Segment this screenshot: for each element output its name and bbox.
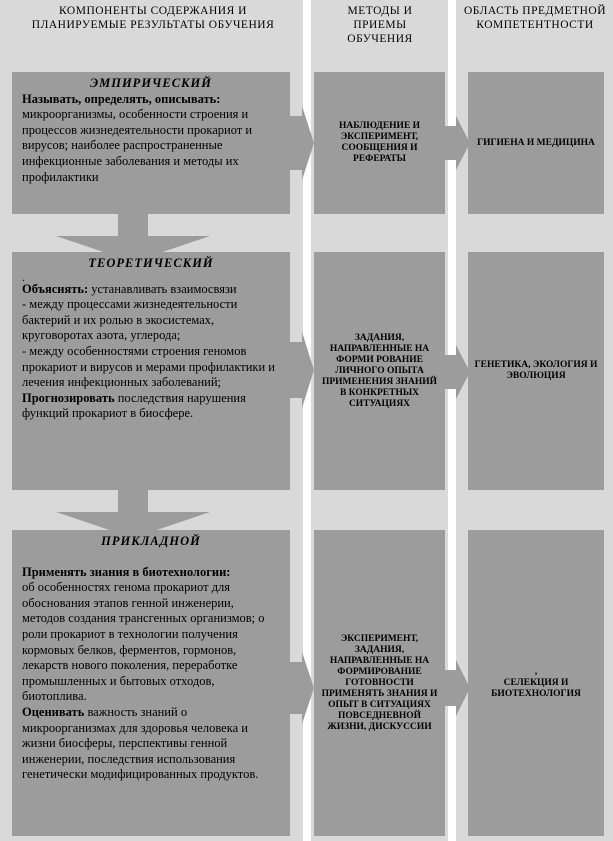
methods-box-3 [314, 530, 445, 836]
theoretical-text: - между процессами жизнедеятельности бактерий и их ролью в экосистемах, круговоротах азота, углерода; - между особенностями строения геномов прокариот и вирусов и мерами профилактики и лечения инфекционных заболеваний; [22, 297, 275, 390]
empirical-lead: Называть, определять, описывать: [22, 91, 221, 106]
applied-lead2: Оценивать [22, 704, 85, 719]
applied-lead: Применять знания в биотехнологии: [22, 564, 231, 579]
empirical-title: ЭМПИРИЧЕСКИЙ [89, 76, 212, 90]
applied-text2: важность знаний о микроорганизмах для здоровья человека и жизни биосферы, перспективы генной инженерии, последствия использования генетически модифицированных продуктов. [22, 704, 259, 782]
methods-text-3: ЭКСПЕРИМЕНТ, ЗАДАНИЯ, НАПРАВЛЕННЫЕ НА ФОРМИРОВАНИЕ ГОТОВНОСТИ ПРИМЕНЯТЬ ЗНАНИЯ И ОПЫТ В СИТУАЦИЯХ ПОВСЕДНЕВНОЙ ЖИЗНИ, ДИСКУССИИ [321, 633, 438, 732]
empirical-text: микроорганизмы, особенности строения и процессов жизнедеятельности прокариот и вирусов; наиболее распространенные инфекционные заболевания и методы их профилактики [22, 107, 253, 184]
theoretical-dot: . [22, 269, 25, 284]
area-box-2 [468, 252, 604, 490]
area-text-2: ГЕНЕТИКА, ЭКОЛОГИЯ И ЭВОЛЮЦИЯ [474, 360, 598, 381]
header-methods: МЕТОДЫ И ПРИЕМЫ ОБУЧЕНИЯ [347, 5, 413, 45]
methods-text-1: НАБЛЮДЕНИЕ И ЭКСПЕРИМЕНТ, СООБЩЕНИЯ И РЕФЕРАТЫ [338, 121, 421, 164]
arrow-right-1b [445, 116, 470, 170]
theoretical-lead: Объяснять: [22, 281, 89, 296]
area-text-3: СЕЛЕКЦИЯ И БИОТЕХНОЛОГИЯ [491, 677, 581, 699]
theoretical-title: ТЕОРЕТИЧЕСКИЙ [88, 256, 214, 270]
applied-box [12, 530, 290, 836]
area-box-1 [468, 72, 604, 214]
header-components: КОМПОНЕНТЫ СОДЕРЖАНИЯ И ПЛАНИРУЕМЫЕ РЕЗУЛЬТАТЫ ОБУЧЕНИЯ [31, 5, 275, 31]
header-area: ОБЛАСТЬ ПРЕДМЕТНОЙ КОМПЕТЕНТНОСТИ [463, 5, 607, 31]
arrow-right-3b [445, 660, 470, 716]
arrow-right-2a [290, 332, 314, 408]
applied-title: ПРИКЛАДНОЙ [101, 534, 201, 548]
methods-text-2: ЗАДАНИЯ, НАПРАВЛЕННЫЕ НА ФОРМИ РОВАНИЕ ЛИЧНОГО ОПЫТА ПРИМЕНЕНИЯ ЗНАНИЙ В КОНКРЕТНЫХ СИТУАЦИЯХ [321, 332, 438, 409]
arrow-right-1a [290, 106, 314, 180]
theoretical-box [12, 252, 290, 490]
theoretical-text2: последствия нарушения функций прокариот в биосфере. [22, 390, 246, 421]
applied-text: об особенностях генома прокариот для обоснования этапов генной инженерии, методов создания трансгенных организмов; о роли прокариот в технологии получения кормовых белков, ферментов, гормонов, лекарств нового поколения, переработке промышленных и бытовых отходов, биотоплива. [22, 580, 265, 704]
theoretical-lead2: Прогнозировать [22, 390, 115, 405]
methods-box-2 [314, 252, 445, 490]
theoretical-lead-text: устанавливать взаимосвязи [88, 281, 237, 296]
area-box-3 [468, 530, 604, 836]
arrow-right-2b [445, 345, 470, 399]
area-dot-3: , [534, 666, 538, 677]
area-text-1: ГИГИЕНА И МЕДИЦИНА [477, 137, 595, 148]
empirical-box [12, 72, 290, 214]
arrow-right-3a [290, 652, 314, 724]
methods-box-1 [314, 72, 445, 214]
